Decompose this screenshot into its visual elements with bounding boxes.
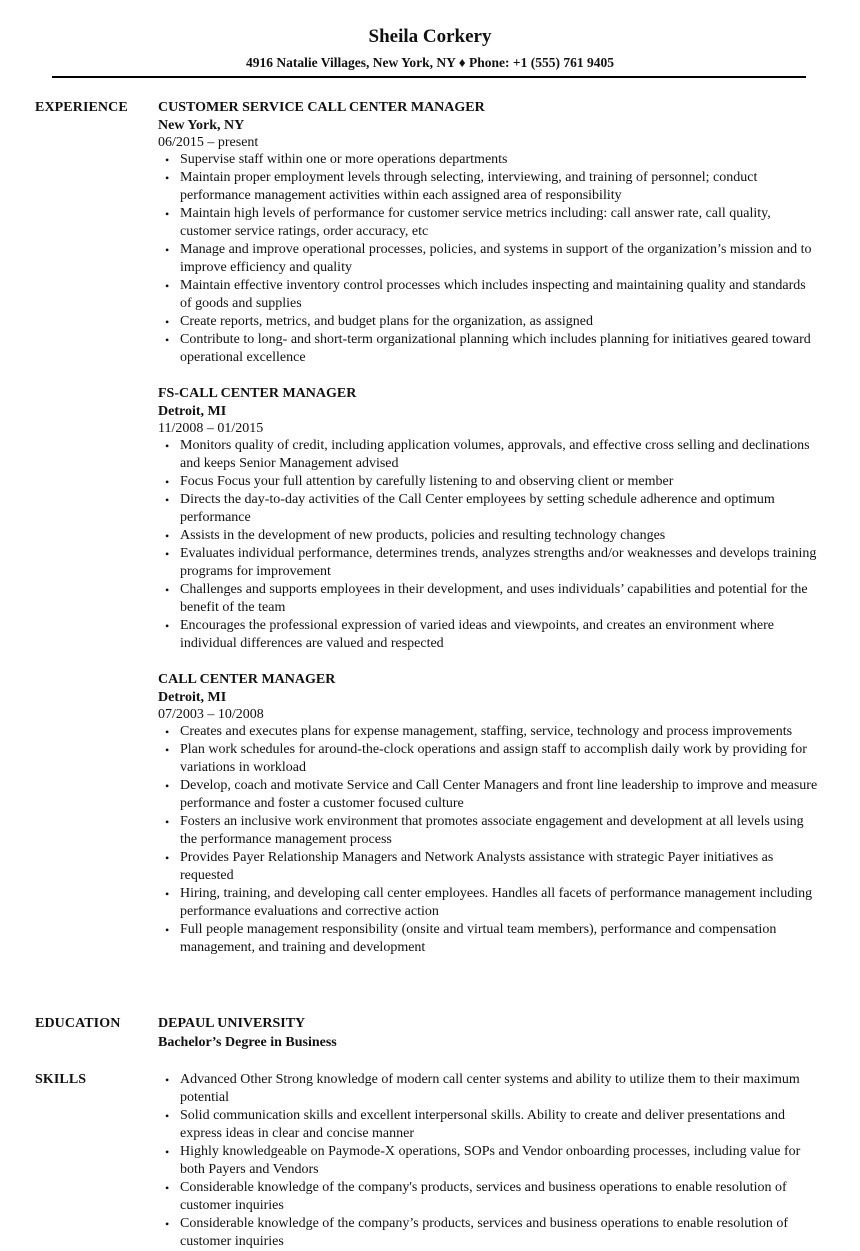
skill-item: • Considerable knowledge of the company's products, services and business operations to enable resolution of customer inquiries bbox=[158, 1179, 818, 1215]
job-dates: 07/2003 – 10/2008 bbox=[158, 707, 264, 722]
skill-item: • Highly knowledgeable on Paymode-X operations, SOPs and Vendor onboarding processes, including value for both Payers and Vendors bbox=[158, 1143, 818, 1179]
duty-item: • Monitors quality of credit, including application volumes, approvals, and effective cross selling and declinations and keeps Senior Management advised bbox=[158, 437, 818, 473]
contact-line: 4916 Natalie Villages, New York, NY ♦ Phone: +1 (555) 761 9405 bbox=[246, 55, 614, 70]
duty-item: • Provides Payer Relationship Managers and Network Analysts assistance with strategic Payer initiatives as requested bbox=[158, 849, 818, 885]
resume-header bbox=[0, 24, 860, 72]
duty-item: • Evaluates individual performance, determines trends, analyzes strengths and/or weaknesses and develops training programs for improvement bbox=[158, 545, 818, 581]
degree-name: Bachelor’s Degree in Business bbox=[158, 1035, 337, 1050]
duty-item: • Creates and executes plans for expense management, staffing, service, technology and process improvements bbox=[158, 723, 818, 741]
duty-item: • Create reports, metrics, and budget plans for the organization, as assigned bbox=[158, 313, 818, 331]
job-location: Detroit, MI bbox=[158, 404, 227, 419]
duty-item: • Supervise staff within one or more operations departments bbox=[158, 151, 818, 169]
duty-item: • Encourages the professional expression of varied ideas and viewpoints, and creates an environment where individual differences are valued and respected bbox=[158, 617, 818, 653]
duty-item: • Fosters an inclusive work environment that promotes associate engagement and development at all levels using the performance management process bbox=[158, 813, 818, 849]
job-entry bbox=[158, 99, 818, 367]
section-label-education: EDUCATION bbox=[35, 1016, 121, 1031]
duty-item: • Contribute to long- and short-term organizational planning which includes planning for initiatives geared toward operational excellence bbox=[158, 331, 818, 367]
job-entry bbox=[158, 671, 818, 957]
skills-body bbox=[158, 1071, 818, 1251]
job-entry bbox=[158, 385, 818, 653]
candidate-name: Sheila Corkery bbox=[368, 26, 492, 47]
skill-item: • Advanced Other Strong knowledge of modern call center systems and ability to utilize them to their maximum potential bbox=[158, 1071, 818, 1107]
job-title: CUSTOMER SERVICE CALL CENTER MANAGER bbox=[158, 100, 485, 115]
duty-item: • Focus Focus your full attention by carefully listening to and observing client or member bbox=[158, 473, 818, 491]
section-label-experience: EXPERIENCE bbox=[35, 100, 128, 115]
skills-list bbox=[158, 1071, 818, 1251]
duty-item: • Directs the day-to-day activities of the Call Center employees by setting schedule adherence and optimum performance bbox=[158, 491, 818, 527]
duty-item: • Hiring, training, and developing call center employees. Handles all facets of performance management including performance evaluations and corrective action bbox=[158, 885, 818, 921]
duty-item: • Manage and improve operational processes, policies, and systems in support of the organization’s mission and to improve efficiency and quality bbox=[158, 241, 818, 277]
job-location: New York, NY bbox=[158, 118, 245, 133]
skill-item: • Solid communication skills and excellent interpersonal skills. Ability to create and deliver presentations and express ideas in clear and concise manner bbox=[158, 1107, 818, 1143]
job-dates: 11/2008 – 01/2015 bbox=[158, 421, 264, 436]
duty-item: • Maintain effective inventory control processes which includes inspecting and maintaining quality and standards of goods and supplies bbox=[158, 277, 818, 313]
experience-body bbox=[158, 99, 818, 975]
section-label-skills: SKILLS bbox=[35, 1072, 87, 1087]
school-name: DEPAUL UNIVERSITY bbox=[158, 1016, 306, 1031]
duty-item: • Assists in the development of new products, policies and resulting technology changes bbox=[158, 527, 818, 545]
duty-item: • Develop, coach and motivate Service and Call Center Managers and front line leadership to improve and measure performance and foster a customer focused culture bbox=[158, 777, 818, 813]
duty-item: • Maintain high levels of performance for customer service metrics including: call answer rate, call quality, customer service ratings, order accuracy, etc bbox=[158, 205, 818, 241]
skill-item: • Considerable knowledge of the company’s products, services and business operations to enable resolution of customer inquiries bbox=[158, 1215, 818, 1251]
education-body bbox=[158, 1015, 818, 1053]
duty-item: • Maintain proper employment levels through selecting, interviewing, and training of personnel; conduct performance management activities within each assigned area of responsibility bbox=[158, 169, 818, 205]
job-duties-list bbox=[158, 723, 818, 957]
header-divider bbox=[52, 76, 806, 78]
duty-item: • Challenges and supports employees in their development, and uses individuals’ capabilities and potential for the benefit of the team bbox=[158, 581, 818, 617]
duty-item: • Plan work schedules for around-the-clock operations and assign staff to accomplish daily work by providing for variations in workload bbox=[158, 741, 818, 777]
job-duties-list bbox=[158, 151, 818, 367]
job-dates: 06/2015 – present bbox=[158, 135, 259, 150]
duty-item: • Full people management responsibility (onsite and virtual team members), performance and compensation management, and training and development bbox=[158, 921, 818, 957]
job-title: CALL CENTER MANAGER bbox=[158, 672, 336, 687]
job-title: FS-CALL CENTER MANAGER bbox=[158, 386, 357, 401]
job-duties-list bbox=[158, 437, 818, 653]
job-location: Detroit, MI bbox=[158, 690, 227, 705]
